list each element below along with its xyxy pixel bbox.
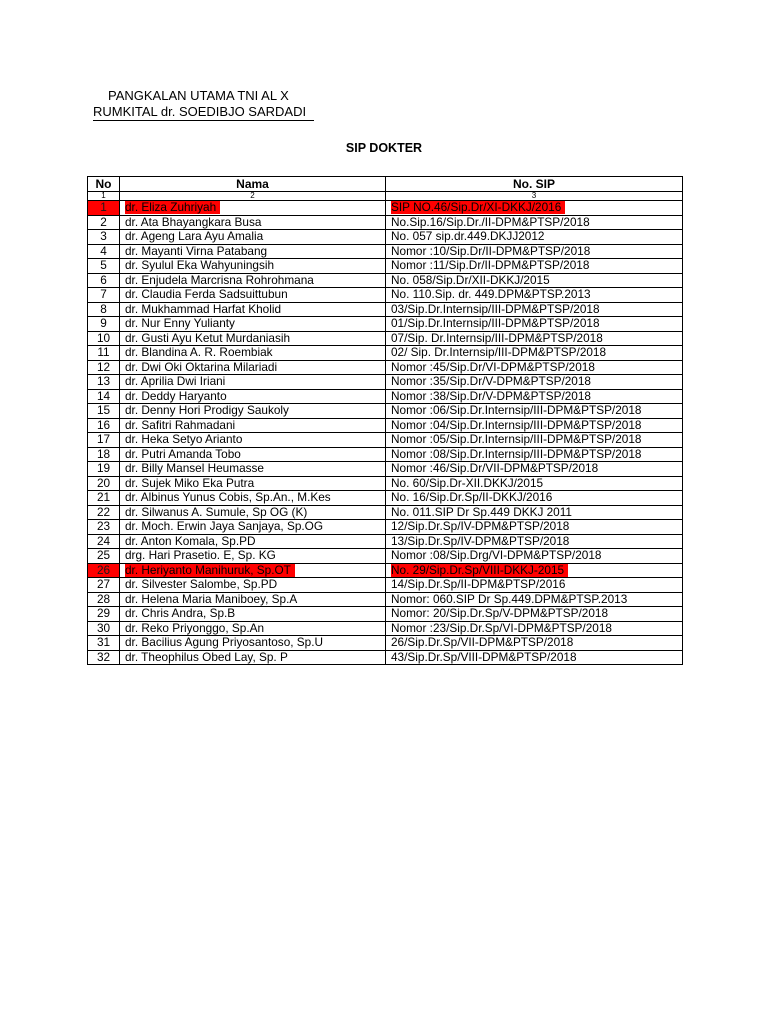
header-institution: PANGKALAN UTAMA TNI AL X xyxy=(108,88,289,103)
row-number: 18 xyxy=(88,447,120,462)
row-number: 15 xyxy=(88,404,120,419)
doctor-name: dr. Eliza Zuhriyah xyxy=(125,201,220,214)
row-number: 10 xyxy=(88,331,120,346)
row-number: 6 xyxy=(88,273,120,288)
doctor-name: dr. Dwi Oki Oktarina Milariadi xyxy=(120,360,386,375)
sip-number: Nomor: 060.SIP Dr Sp.449.DPM&PTSP.2013 xyxy=(386,592,683,607)
sip-number: No. 110.Sip. dr. 449.DPM&PTSP.2013 xyxy=(386,288,683,303)
sip-number: 12/Sip.Dr.Sp/IV-DPM&PTSP/2018 xyxy=(386,520,683,535)
sip-table xyxy=(87,176,683,665)
sip-number: Nomor :08/Sip.Drg/VI-DPM&PTSP/2018 xyxy=(386,549,683,564)
sip-cell xyxy=(386,563,683,578)
table-row xyxy=(88,273,683,288)
doctor-name: drg. Hari Prasetio. E, Sp. KG xyxy=(120,549,386,564)
column-number: 2 xyxy=(120,192,386,201)
doctor-name: dr. Chris Andra, Sp.B xyxy=(120,607,386,622)
row-number: 24 xyxy=(88,534,120,549)
sip-number: Nomor: 20/Sip.Dr.Sp/V-DPM&PTSP/2018 xyxy=(386,607,683,622)
row-number: 20 xyxy=(88,476,120,491)
table-row xyxy=(88,302,683,317)
column-number: 3 xyxy=(386,192,683,201)
sip-number: No. 16/Sip.Dr.Sp/II-DKKJ/2016 xyxy=(386,491,683,506)
row-number: 13 xyxy=(88,375,120,390)
name-cell xyxy=(120,563,386,578)
doctor-name: dr. Putri Amanda Tobo xyxy=(120,447,386,462)
row-number: 31 xyxy=(88,636,120,651)
row-number: 19 xyxy=(88,462,120,477)
table-row xyxy=(88,215,683,230)
table-row xyxy=(88,505,683,520)
column-number: 1 xyxy=(88,192,120,201)
sip-number: 02/ Sip. Dr.Internsip/III-DPM&PTSP/2018 xyxy=(386,346,683,361)
doctor-name: dr. Blandina A. R. Roembiak xyxy=(120,346,386,361)
document-title: SIP DOKTER xyxy=(345,141,423,155)
table-row xyxy=(88,331,683,346)
sip-number: No. 60/Sip.Dr-XII.DKKJ/2015 xyxy=(386,476,683,491)
doctor-name: dr. Heriyanto Manihuruk, Sp.OT xyxy=(125,564,295,577)
sip-cell xyxy=(386,201,683,216)
column-header-sip: No. SIP xyxy=(386,177,683,192)
doctor-name: dr. Gusti Ayu Ketut Murdaniasih xyxy=(120,331,386,346)
table-row xyxy=(88,317,683,332)
sip-number: 14/Sip.Dr.Sp/II-DPM&PTSP/2016 xyxy=(386,578,683,593)
sip-number: Nomor :38/Sip.Dr/V-DPM&PTSP/2018 xyxy=(386,389,683,404)
table-row xyxy=(88,288,683,303)
column-header-no: No xyxy=(88,177,120,192)
row-number: 4 xyxy=(88,244,120,259)
sip-number: 03/Sip.Dr.Internsip/III-DPM&PTSP/2018 xyxy=(386,302,683,317)
doctor-name: dr. Silvester Salombe, Sp.PD xyxy=(120,578,386,593)
doctor-name: dr. Nur Enny Yulianty xyxy=(120,317,386,332)
row-number: 7 xyxy=(88,288,120,303)
sip-number: Nomor :35/Sip.Dr/V-DPM&PTSP/2018 xyxy=(386,375,683,390)
row-number: 14 xyxy=(88,389,120,404)
doctor-name: dr. Sujek Miko Eka Putra xyxy=(120,476,386,491)
row-number: 9 xyxy=(88,317,120,332)
doctor-name: dr. Ageng Lara Ayu Amalia xyxy=(120,230,386,245)
doctor-name: dr. Enjudela Marcrisna Rohrohmana xyxy=(120,273,386,288)
column-number-row xyxy=(88,192,683,201)
doctor-name: dr. Moch. Erwin Jaya Sanjaya, Sp.OG xyxy=(120,520,386,535)
doctor-name: dr. Heka Setyo Arianto xyxy=(120,433,386,448)
doctor-name: dr. Denny Hori Prodigy Saukoly xyxy=(120,404,386,419)
row-number: 30 xyxy=(88,621,120,636)
row-number: 2 xyxy=(88,215,120,230)
doctor-name: dr. Theophilus Obed Lay, Sp. P xyxy=(120,650,386,665)
doctor-name: dr. Anton Komala, Sp.PD xyxy=(120,534,386,549)
row-number: 23 xyxy=(88,520,120,535)
doctor-name: dr. Syulul Eka Wahyuningsih xyxy=(120,259,386,274)
sip-number: 01/Sip.Dr.Internsip/III-DPM&PTSP/2018 xyxy=(386,317,683,332)
sip-number: SIP NO.46/Sip.Dr/XI-DKKJ/2016 xyxy=(391,201,565,214)
table-row xyxy=(88,433,683,448)
table-row xyxy=(88,404,683,419)
table-row xyxy=(88,563,683,578)
sip-number: Nomor :10/Sip.Dr/II-DPM&PTSP/2018 xyxy=(386,244,683,259)
table-row xyxy=(88,201,683,216)
doctor-name: dr. Claudia Ferda Sadsuittubun xyxy=(120,288,386,303)
table-row xyxy=(88,578,683,593)
doctor-name: dr. Helena Maria Maniboey, Sp.A xyxy=(120,592,386,607)
table-row xyxy=(88,650,683,665)
row-number: 12 xyxy=(88,360,120,375)
row-number: 21 xyxy=(88,491,120,506)
table-row xyxy=(88,549,683,564)
sip-number: No. 058/Sip.Dr/XII-DKKJ/2015 xyxy=(386,273,683,288)
doctor-name: dr. Mayanti Virna Patabang xyxy=(120,244,386,259)
table-row xyxy=(88,230,683,245)
doctor-name: dr. Safitri Rahmadani xyxy=(120,418,386,433)
table-row xyxy=(88,534,683,549)
table-row xyxy=(88,346,683,361)
doctor-name: dr. Silwanus A. Sumule, Sp OG (K) xyxy=(120,505,386,520)
row-number: 11 xyxy=(88,346,120,361)
row-number: 17 xyxy=(88,433,120,448)
sip-number: Nomor :46/Sip.Dr/VII-DPM&PTSP/2018 xyxy=(386,462,683,477)
row-number: 22 xyxy=(88,505,120,520)
sip-number: No.Sip.16/Sip.Dr./II-DPM&PTSP/2018 xyxy=(386,215,683,230)
doctor-name: dr. Mukhammad Harfat Kholid xyxy=(120,302,386,317)
sip-number: Nomor :04/Sip.Dr.Internsip/III-DPM&PTSP/2018 xyxy=(386,418,683,433)
table-body xyxy=(88,201,683,665)
doctor-name: dr. Bacilius Agung Priyosantoso, Sp.U xyxy=(120,636,386,651)
row-number: 16 xyxy=(88,418,120,433)
header-hospital: RUMKITAL dr. SOEDIBJO SARDADI xyxy=(93,104,314,121)
sip-number: 07/Sip. Dr.Internsip/III-DPM&PTSP/2018 xyxy=(386,331,683,346)
doctor-name: dr. Albinus Yunus Cobis, Sp.An., M.Kes xyxy=(120,491,386,506)
row-number: 27 xyxy=(88,578,120,593)
sip-number: No. 011.SIP Dr Sp.449 DKKJ 2011 xyxy=(386,505,683,520)
row-number: 1 xyxy=(88,201,120,216)
table-row xyxy=(88,520,683,535)
sip-number: Nomor :06/Sip.Dr.Internsip/III-DPM&PTSP/2018 xyxy=(386,404,683,419)
table-row xyxy=(88,476,683,491)
table-row xyxy=(88,491,683,506)
row-number: 8 xyxy=(88,302,120,317)
row-number: 32 xyxy=(88,650,120,665)
doctor-name: dr. Ata Bhayangkara Busa xyxy=(120,215,386,230)
row-number: 25 xyxy=(88,549,120,564)
sip-number: Nomor :45/Sip.Dr/VI-DPM&PTSP/2018 xyxy=(386,360,683,375)
table-header-row xyxy=(88,177,683,192)
table-row xyxy=(88,360,683,375)
row-number: 5 xyxy=(88,259,120,274)
table-row xyxy=(88,636,683,651)
row-number: 28 xyxy=(88,592,120,607)
sip-number: No. 057 sip.dr.449.DKJJ2012 xyxy=(386,230,683,245)
table-row xyxy=(88,244,683,259)
column-header-nama: Nama xyxy=(120,177,386,192)
table-row xyxy=(88,462,683,477)
table-row xyxy=(88,447,683,462)
table-row xyxy=(88,418,683,433)
row-number: 26 xyxy=(88,563,120,578)
table-row xyxy=(88,621,683,636)
sip-number: Nomor :05/Sip.Dr.Internsip/III-DPM&PTSP/2018 xyxy=(386,433,683,448)
table-row xyxy=(88,607,683,622)
doctor-name: dr. Aprilia Dwi Iriani xyxy=(120,375,386,390)
table-row xyxy=(88,592,683,607)
table-row xyxy=(88,259,683,274)
table-row xyxy=(88,375,683,390)
name-cell xyxy=(120,201,386,216)
doctor-name: dr. Billy Mansel Heumasse xyxy=(120,462,386,477)
sip-number: No. 29/Sip.Dr.Sp/VIII-DKKJ-2015 xyxy=(391,564,568,577)
table-row xyxy=(88,389,683,404)
row-number: 29 xyxy=(88,607,120,622)
doctor-name: dr. Reko Priyonggo, Sp.An xyxy=(120,621,386,636)
sip-number: 43/Sip.Dr.Sp/VIII-DPM&PTSP/2018 xyxy=(386,650,683,665)
sip-number: 13/Sip.Dr.Sp/IV-DPM&PTSP/2018 xyxy=(386,534,683,549)
sip-number: Nomor :11/Sip.Dr/II-DPM&PTSP/2018 xyxy=(386,259,683,274)
sip-number: Nomor :23/Sip.Dr.Sp/VI-DPM&PTSP/2018 xyxy=(386,621,683,636)
row-number: 3 xyxy=(88,230,120,245)
doctor-name: dr. Deddy Haryanto xyxy=(120,389,386,404)
sip-number: Nomor :08/Sip.Dr.Internsip/III-DPM&PTSP/2018 xyxy=(386,447,683,462)
sip-number: 26/Sip.Dr.Sp/VII-DPM&PTSP/2018 xyxy=(386,636,683,651)
